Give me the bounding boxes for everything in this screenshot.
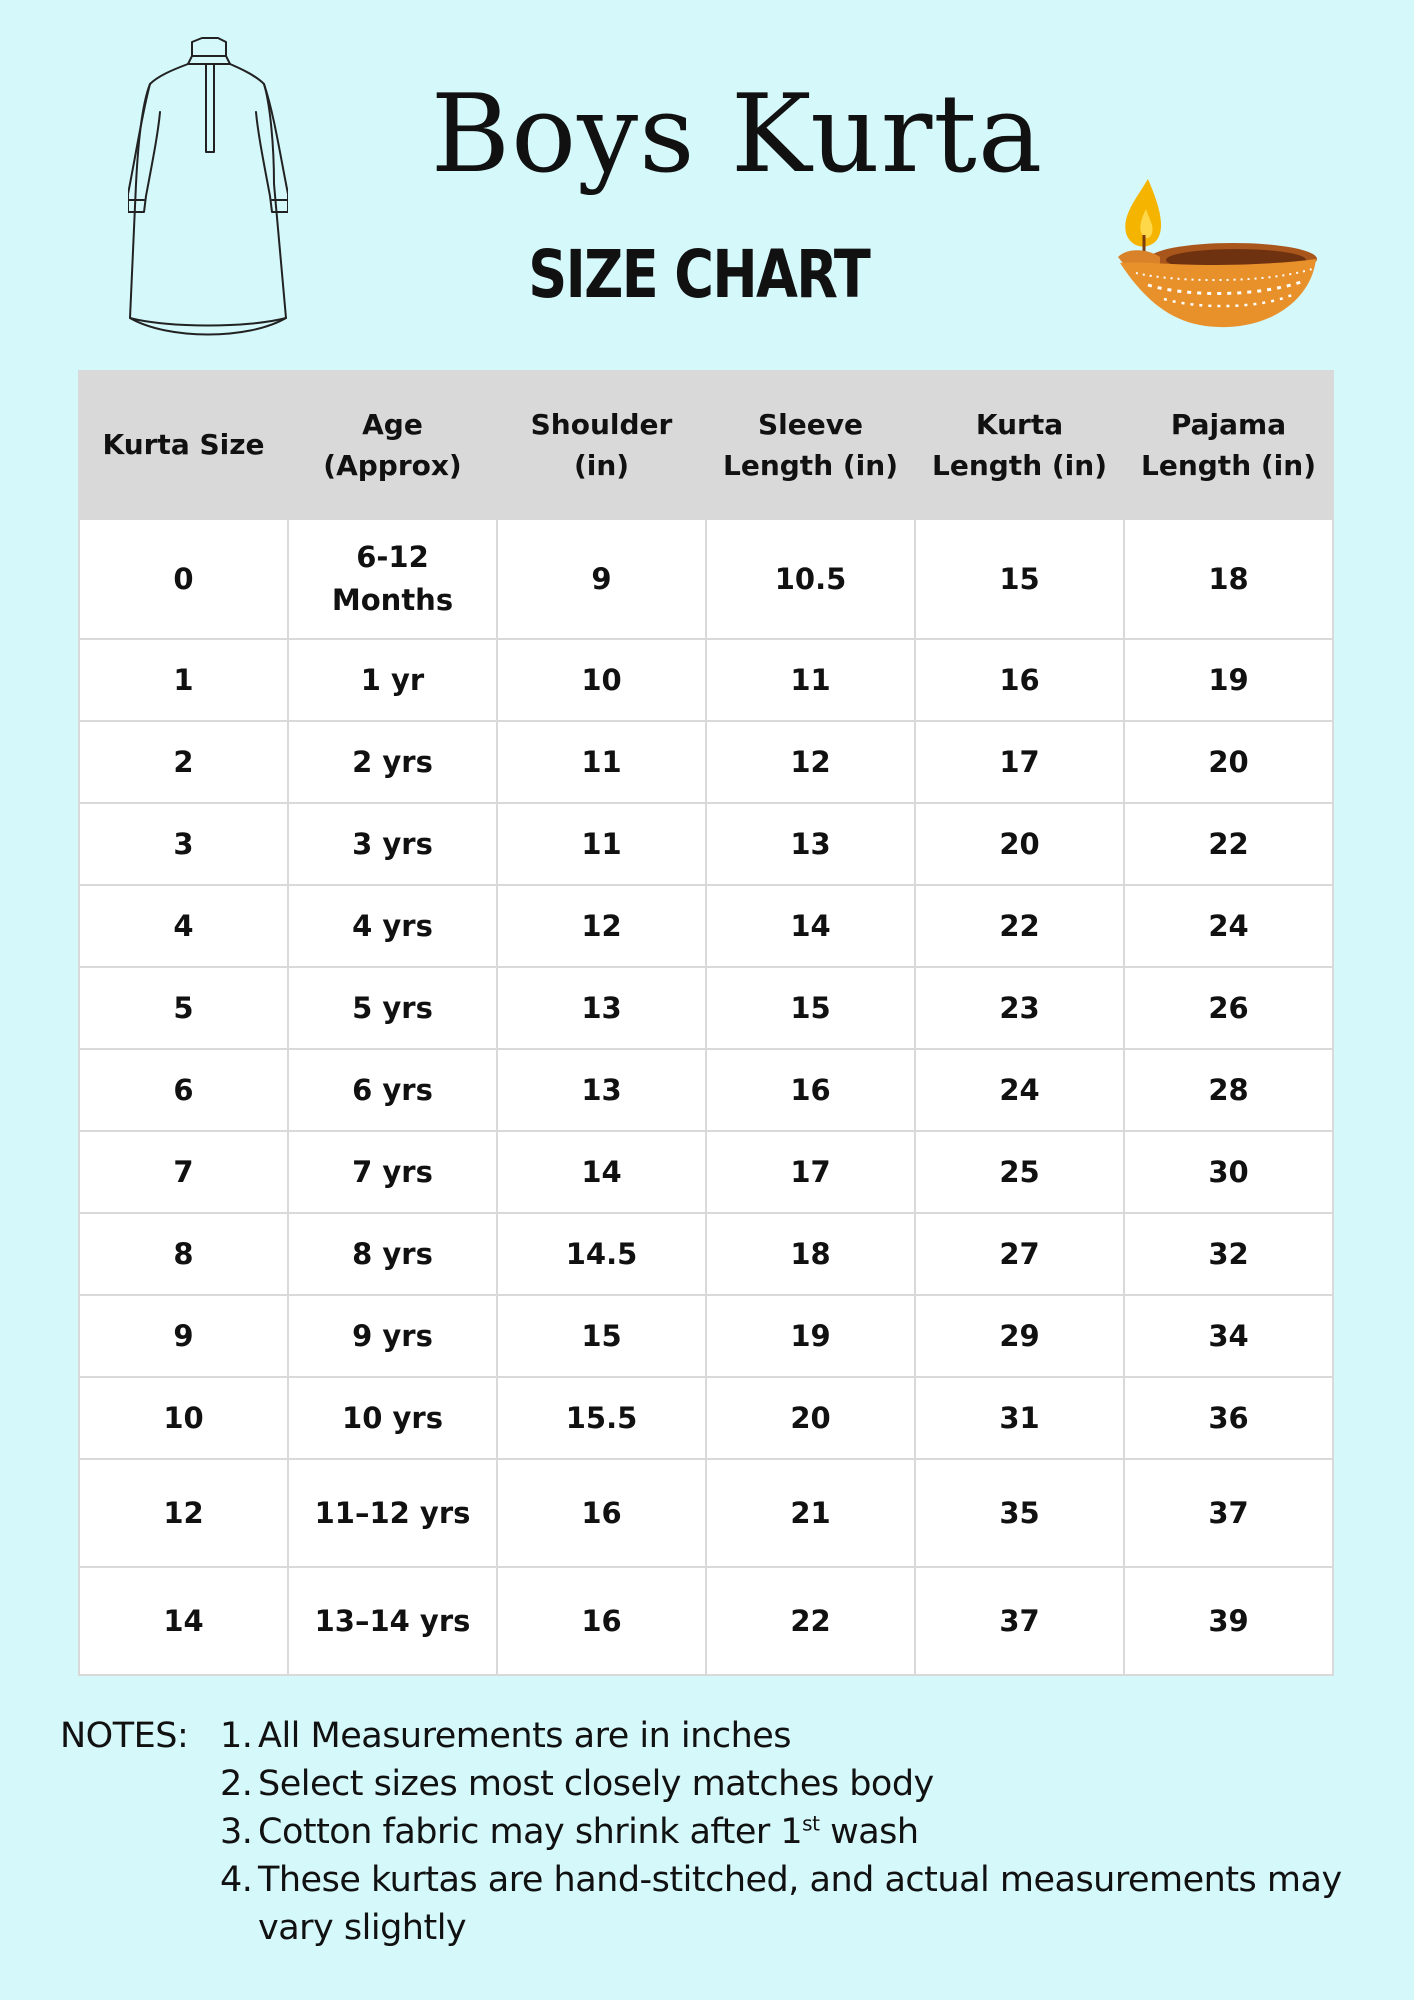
table-cell: 2 yrs <box>288 721 497 803</box>
table-cell: 11 <box>706 639 915 721</box>
column-header-line: Length (in) <box>932 449 1107 482</box>
table-cell: 5 yrs <box>288 967 497 1049</box>
note-text: These kurtas are hand-stitched, and actual measurements may vary slightly <box>258 1860 1342 1948</box>
table-cell: 10 yrs <box>288 1377 497 1459</box>
table-row <box>79 1213 1333 1295</box>
table-cell: 3 <box>79 803 288 885</box>
table-cell: 15 <box>706 967 915 1049</box>
table-header-row <box>79 371 1333 519</box>
column-header-line: Pajama <box>1170 407 1287 441</box>
column-header <box>497 371 706 519</box>
table-cell: 13–14 yrs <box>288 1567 497 1675</box>
note-number: 1. <box>220 1716 253 1756</box>
table-cell: 26 <box>1124 967 1333 1049</box>
table-row <box>79 885 1333 967</box>
table-cell: 3 yrs <box>288 803 497 885</box>
note-number: 2. <box>220 1764 253 1804</box>
note-item <box>220 1808 1380 1856</box>
page-title: Boys Kurta <box>430 72 1044 197</box>
table-row <box>79 967 1333 1049</box>
note-text: All Measurements are in inches <box>258 1716 792 1756</box>
table-cell: 9 yrs <box>288 1295 497 1377</box>
table-cell: 24 <box>915 1049 1124 1131</box>
column-header-line: Kurta Size <box>102 428 265 462</box>
column-header <box>1124 371 1333 519</box>
table-cell: 31 <box>915 1377 1124 1459</box>
table-row <box>79 639 1333 721</box>
column-header <box>288 371 497 519</box>
table-cell: 11 <box>497 803 706 885</box>
notes-label: NOTES: <box>60 1716 189 1756</box>
column-header-line: Length (in) <box>723 449 898 482</box>
table-cell: 14 <box>497 1131 706 1213</box>
table-row <box>79 1049 1333 1131</box>
table-cell: 15 <box>497 1295 706 1377</box>
table-cell: 1 yr <box>288 639 497 721</box>
note-text-after: wash <box>819 1812 919 1852</box>
table-cell: 9 <box>79 1295 288 1377</box>
table-cell: 28 <box>1124 1049 1333 1131</box>
table-cell: 6-12 Months <box>288 519 497 639</box>
table-cell: 16 <box>915 639 1124 721</box>
table-cell: 16 <box>706 1049 915 1131</box>
table-cell: 22 <box>1124 803 1333 885</box>
page-subtitle: SIZE CHART <box>528 236 870 313</box>
table-cell: 1 <box>79 639 288 721</box>
table-cell: 25 <box>915 1131 1124 1213</box>
note-item <box>220 1856 1380 1952</box>
note-item <box>220 1712 1380 1760</box>
column-header-line: Age <box>362 407 423 441</box>
diya-lamp-icon <box>1108 175 1318 335</box>
note-text: Cotton fabric may shrink after 1 <box>258 1812 803 1852</box>
table-cell: 12 <box>497 885 706 967</box>
table-row <box>79 519 1333 639</box>
table-cell: 34 <box>1124 1295 1333 1377</box>
table-cell: 20 <box>915 803 1124 885</box>
table-cell: 11 <box>497 721 706 803</box>
table-cell: 37 <box>915 1567 1124 1675</box>
table-cell: 0 <box>79 519 288 639</box>
table-cell: 7 <box>79 1131 288 1213</box>
table-cell: 13 <box>497 967 706 1049</box>
table-cell: 13 <box>497 1049 706 1131</box>
table-cell: 11–12 yrs <box>288 1459 497 1567</box>
note-item <box>220 1760 1380 1808</box>
table-cell: 30 <box>1124 1131 1333 1213</box>
table-row <box>79 1295 1333 1377</box>
table-cell: 22 <box>706 1567 915 1675</box>
note-number: 3. <box>220 1812 253 1852</box>
table-cell: 13 <box>706 803 915 885</box>
table-cell: 14 <box>706 885 915 967</box>
table-cell: 9 <box>497 519 706 639</box>
table-cell: 10 <box>497 639 706 721</box>
table-cell: 4 <box>79 885 288 967</box>
table-cell: 17 <box>706 1131 915 1213</box>
column-header <box>79 371 288 519</box>
table-cell: 5 <box>79 967 288 1049</box>
table-cell: 27 <box>915 1213 1124 1295</box>
column-header-line: (Approx) <box>323 449 462 482</box>
column-header <box>915 371 1124 519</box>
table-cell: 24 <box>1124 885 1333 967</box>
table-row <box>79 1459 1333 1567</box>
table-body <box>79 519 1333 1675</box>
notes-list <box>220 1712 1380 1952</box>
table-cell: 4 yrs <box>288 885 497 967</box>
table-cell: 6 yrs <box>288 1049 497 1131</box>
size-chart-table <box>78 370 1334 1676</box>
table-cell: 6 <box>79 1049 288 1131</box>
table-cell: 18 <box>1124 519 1333 639</box>
table-row <box>79 1567 1333 1675</box>
table-cell: 7 yrs <box>288 1131 497 1213</box>
table-cell: 15.5 <box>497 1377 706 1459</box>
table-cell: 15 <box>915 519 1124 639</box>
table-cell: 2 <box>79 721 288 803</box>
note-superscript: st <box>802 1811 820 1836</box>
table-cell: 12 <box>706 721 915 803</box>
table-cell: 19 <box>1124 639 1333 721</box>
column-header-line: (in) <box>573 449 630 482</box>
table-row <box>79 1131 1333 1213</box>
table-cell: 16 <box>497 1459 706 1567</box>
column-header-line: Length (in) <box>1141 449 1316 482</box>
table-cell: 35 <box>915 1459 1124 1567</box>
table-cell: 19 <box>706 1295 915 1377</box>
column-header-line: Sleeve <box>758 407 863 441</box>
table-cell: 14.5 <box>497 1213 706 1295</box>
table-cell: 10 <box>79 1377 288 1459</box>
table-cell: 8 <box>79 1213 288 1295</box>
table-cell: 8 yrs <box>288 1213 497 1295</box>
table-cell: 17 <box>915 721 1124 803</box>
table-cell: 32 <box>1124 1213 1333 1295</box>
table-cell: 23 <box>915 967 1124 1049</box>
table-cell: 37 <box>1124 1459 1333 1567</box>
table-cell: 21 <box>706 1459 915 1567</box>
table-cell: 20 <box>1124 721 1333 803</box>
table-cell: 12 <box>79 1459 288 1567</box>
table-cell: 39 <box>1124 1567 1333 1675</box>
table-cell: 18 <box>706 1213 915 1295</box>
table-row <box>79 803 1333 885</box>
column-header-line: Kurta <box>975 407 1064 441</box>
column-header-line: Shoulder <box>530 407 673 441</box>
note-text: Select sizes most closely matches body <box>258 1764 934 1804</box>
note-number: 4. <box>220 1860 253 1900</box>
table-cell: 14 <box>79 1567 288 1675</box>
table-row <box>79 721 1333 803</box>
table-cell: 29 <box>915 1295 1124 1377</box>
table-row <box>79 1377 1333 1459</box>
table-cell: 10.5 <box>706 519 915 639</box>
table-cell: 16 <box>497 1567 706 1675</box>
table-cell: 22 <box>915 885 1124 967</box>
table-cell: 20 <box>706 1377 915 1459</box>
column-header <box>706 371 915 519</box>
table-cell: 36 <box>1124 1377 1333 1459</box>
